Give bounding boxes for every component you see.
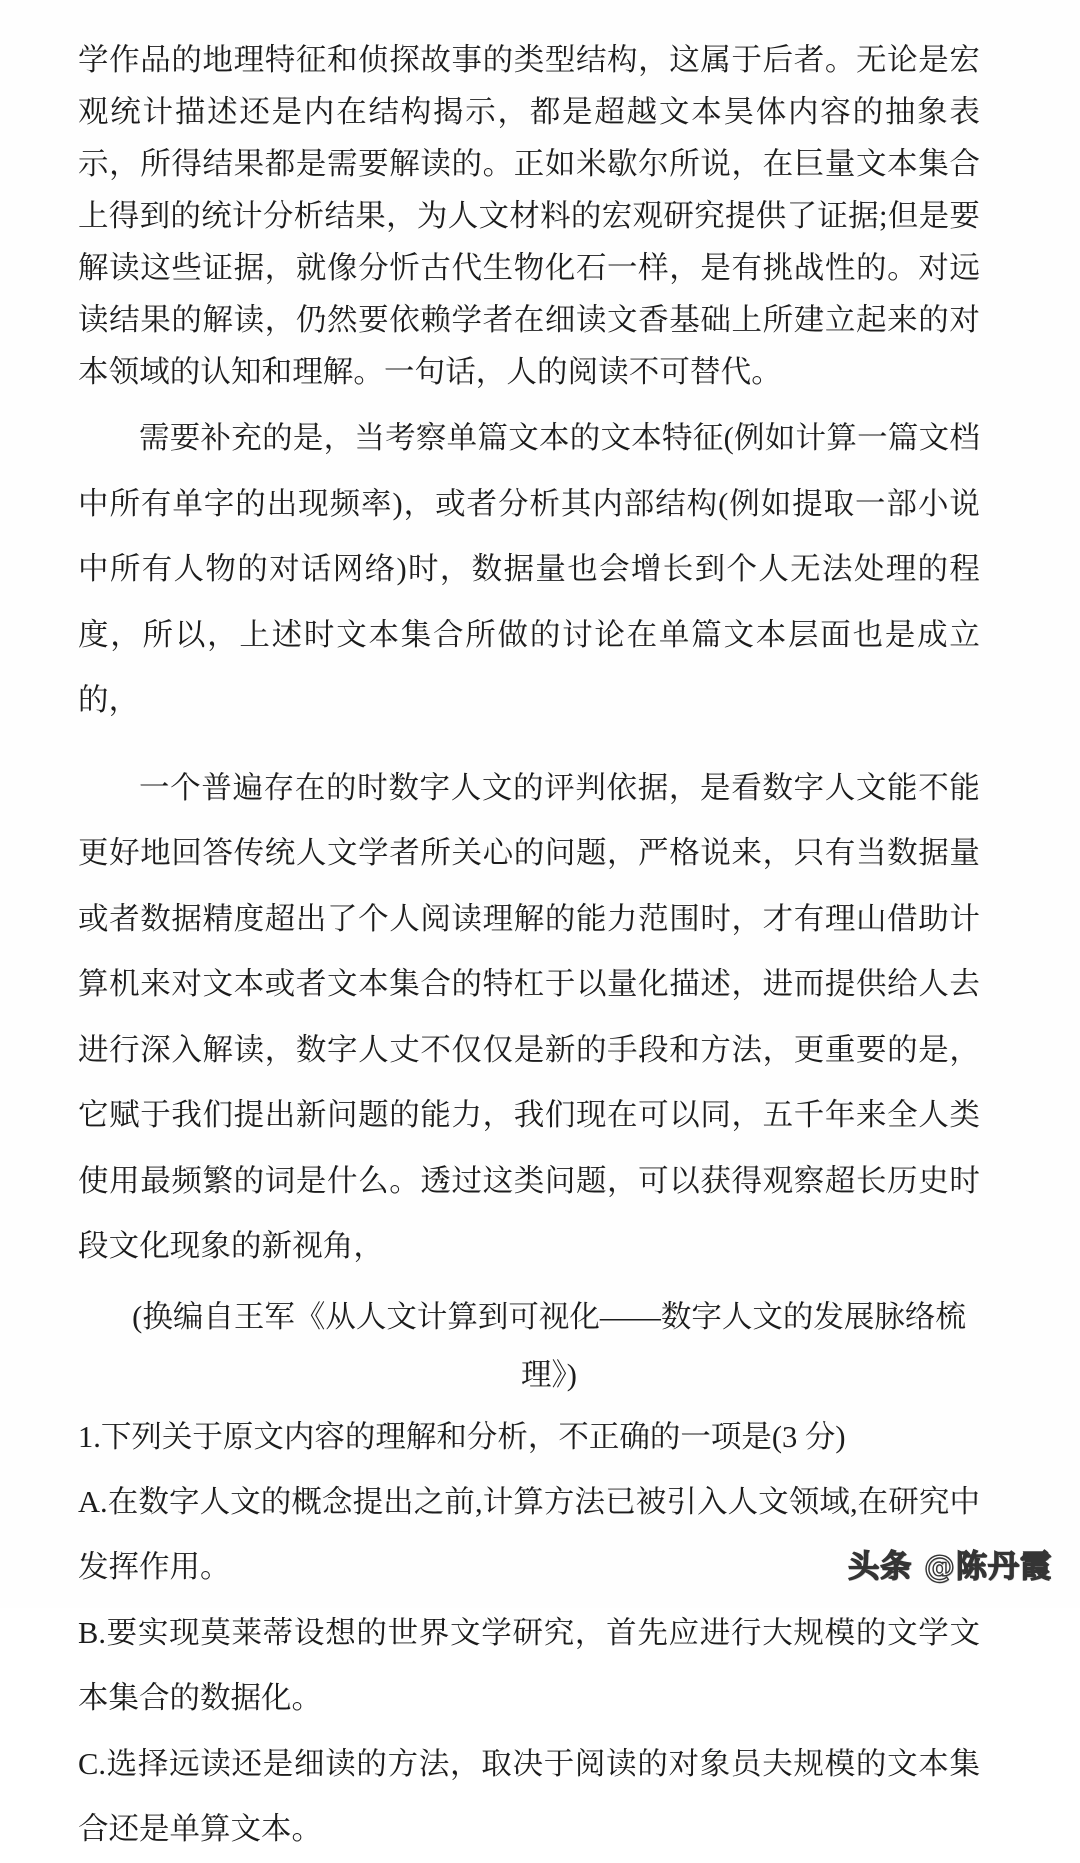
passage-paragraph-3: 一个普遍存在的时数字人文的评判依据，是看数字人文能不能更好地回答传统人文学者所关心的问题，严格说来，只有当数据量或者数据精度超出了个人阅读理解的能力范围时，才有理山借助计算机来对文本或者文本集合的特杠于以量化描述，进而提供给人去进行深入解读，数字人丈不仅仅是新的手段和方法，更重要的是，它赋于我们提出新问题的能力，我们现在可以同，五千年来全人类使用最频繁的词是什么。透过这类问题，可以获得观察超长历史时段文化现象的新视角， [78, 770, 980, 1263]
question-option-c[interactable]: C.选择远读还是细读的方法，取决于阅读的对象员夫规模的文本集合还是单算文本。 [78, 1746, 980, 1846]
passage-paragraph-2: 需要补充的是，当考察单篇文本的文本特征(例如计算一篇文档中所有单字的出现频率)，或者分析其内部结构(例如提取一部小说中所有人物的对话网络)时，数据量也会增长到个人无法处理的程度，所以，上述时文本集合所做的讨论在单篇文本层面也是成立的， [78, 421, 980, 717]
question-stem: 1.下列关于原文内容的理解和分析，不正确的一项是(3 分) [78, 1419, 846, 1454]
passage-attribution: (换编自王军《从人文计算到可视化——数字人文的发展脉络梳理》) [132, 1299, 966, 1392]
question-option-a[interactable]: A.在数字人文的概念提出之前,计算方法已被引入人文领域,在研究中发挥作用。 [78, 1484, 980, 1584]
document-content [78, 34, 980, 1863]
paragraph-gap [78, 398, 980, 406]
paragraph-gap [78, 1280, 980, 1288]
passage-paragraph-1: 学作品的地理特征和侦探故事的类型结构，这属于后者。无论是宏观统计描述还是内在结构揭示，都是超越文本昊体内容的抽象表示，所得结果都是需要解读的。正如米歇尔所说，在巨量文本集合上得到的统计分析结果，为人文材料的宏观研究提供了证据;但是要解读这些证据，就像分忻古代生物化石一样，是有挑战性的。对远读结果的解读，仍然要依赖学者在细读文香基础上所建立起来的对本领域的认知和理解。一句话，人的阅读不可替代。 [78, 43, 980, 389]
watermark-label: 头条 @陈丹霞 [848, 1549, 1052, 1585]
paragraph-gap [78, 734, 980, 756]
question-option-b[interactable]: B.要实现莫莱蒂设想的世界文学研究，首先应进行大规模的文学文本集合的数据化。 [78, 1615, 980, 1715]
